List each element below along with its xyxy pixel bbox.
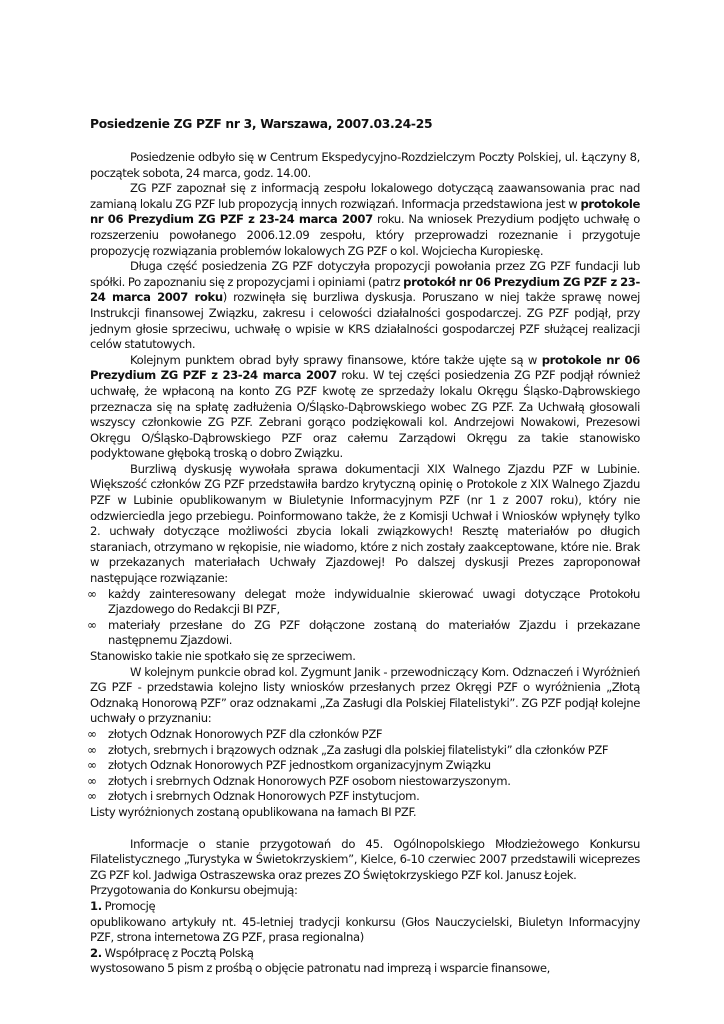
- paragraph-foundation: Długa część posiedzenia ZG PZF dotyczyła propozycji powołania przez ZG PZF fundacji lub spółki. Po zapoznaniu się z propozycjami i opiniami (patrz protokół nr 06 Prezydium ZG PZF z 23-24 marca 2007 roku) rozwinęła się burzliwa dyskusja. Poruszano w niej także sprawę nowej Instrukcji finansowej Związku, zakresu i celowości działalności gospodarczej. ZG PZF podjął, przy jednym głosie sprzeciwu, uchwałę o wpisie w KRS działalności gospodarczej PZF służącej realizacji celów statutowych.: [90, 259, 640, 352]
- list-item: ∞ złotych, srebrnych i brązowych odznak „Za zasługi dla polskiej filatelistyki” dla członków PZF: [87, 742, 609, 757]
- paragraph-lists-publication: Listy wyróżnionych zostaną opublikowana na łamach BI PZF.: [90, 804, 417, 819]
- awards-list: [87, 726, 640, 805]
- document-page: [87, 116, 641, 977]
- section-text-promotion: opublikowano artykuły nt. 45-letniej tradycji konkursu (Głos Nauczycielski, Biuletyn Informacyjny PZF, strona internetowa ZG PZF, prasa regionalna): [90, 914, 640, 945]
- list-item: ∞ materiały przesłane do ZG PZF dołączone zostaną do materiałów Zjazdu i przekazane następnemu Zjazdowi.: [87, 617, 640, 648]
- paragraph-no-objection: Stanowisko takie nie spotkało się ze sprzeciwem.: [90, 649, 356, 663]
- section-text-post-cooperation: wystosowano 5 pism z prośbą o objęcie patronatu nad imprezą i wsparcie finansowe,: [90, 961, 550, 976]
- list-item: ∞ każdy zainteresowany delegat może indywidualnie skierować uwagi dotyczące Protokołu Zjazdowego do Redakcji BI PZF,: [87, 586, 640, 617]
- paragraph-contest-info: Informacje o stanie przygotowań do 45. Ogólnopolskiego Młodzieżowego Konkursu Filatelistycznego „Turystyka w Świetokrzyskiem”, Kielce, 6-10 czerwiec 2007 przedstawili wiceprezes ZG PZF kol. Jadwiga Ostraszewska oraz prezes ZO Świętokrzyskiego PZF kol. Janusz Łojek.: [90, 836, 640, 882]
- section-heading-post-cooperation: 2. Współpracę z Pocztą Polską: [90, 945, 254, 960]
- document-title: Posiedzenie ZG PZF nr 3, Warszawa, 2007.03.24-25: [90, 117, 433, 131]
- paragraph-finances: Kolejnym punktem obrad były sprawy finansowe, które także ujęte są w protokole nr 06 Prezydium ZG PZF z 23-24 marca 2007 roku. W tej części posiedzenia ZG PZF podjął również uchwałę, że wpłaconą na konto ZG PZF kwotę ze sprzedaży lokalu Okręgu Śląsko-Dąbrowskiego przeznacza się na spłatę zadłużenia O/Śląsko-Dąbrowskiego wobec ZG PZF. Za Uchwałą głosowali wszyscy członkowie ZG PZF. Zebrani gorąco podziękowali kol. Andrzejowi Nowakowi, Prezesowi Okręgu O/Śląsko-Dąbrowskiego PZF oraz całemu Zarządowi Okręgu za takie stanowisko podyktowane głęboką troską o dobro Związku.: [90, 352, 640, 461]
- infinity-bullet-icon: ∞: [87, 617, 97, 632]
- list-item: ∞ złotych i srebrnych Odznak Honorowych PZF osobom niestowarzyszonym.: [87, 773, 511, 788]
- proposal-list: [87, 586, 640, 649]
- list-item: ∞ złotych i srebrnych Odznak Honorowych PZF instytucjom.: [87, 789, 420, 804]
- section-heading-promotion: 1. Promocję: [90, 898, 156, 913]
- protocol-reference: protokole nr 06 Prezydium ZG PZF z 23-24 marca 2007: [90, 352, 640, 383]
- paragraph-meeting-location: Posiedzenie odbyło się w Centrum Ekspedycyjno-Rozdzielczym Poczty Polskiej, ul. Łączyny 8, początek sobota, 24 marca, godz. 14.00.: [90, 150, 640, 180]
- infinity-bullet-icon: ∞: [87, 726, 97, 741]
- infinity-bullet-icon: ∞: [87, 758, 97, 773]
- paragraph-premises: ZG PZF zapoznał się z informacją zespołu lokalowego dotyczącą zaawansowania prac nad zamianą lokalu ZG PZF lub propozycją innych rozwiązań. Informacja przedstawiona jest w protokole nr 06 Prezydium ZG PZF z 23-24 marca 2007 roku. Na wniosek Prezydium podjęto uchwałę o rozszerzeniu powołanego 2006.12.09 zespołu, który przeprowadzi rozeznanie i przygotuje propozycję rozwiązania problemów lokalowych ZG PZF o kol. Wojciecha Kuropieskę.: [90, 181, 641, 258]
- paragraph-gap: [90, 821, 640, 837]
- infinity-bullet-icon: ∞: [87, 586, 97, 601]
- list-item: ∞ złotych Odznak Honorowych PZF dla członków PZF: [87, 726, 383, 741]
- paragraph-congress-documentation: Burzliwą dyskusję wywołała sprawa dokumentacji XIX Walnego Zjazdu PZF w Lubinie. Większość członków ZG PZF przedstawiła bardzo krytyczną opinię o Protokole z XIX Walnego Zjazdu PZF w Lubinie opublikowanym w Biuletynie Informacyjnym PZF (nr 1 z 2007 roku), który nie odzwierciedla jego przebiegu. Poinformowano także, że z Komisji Uchwał i Wniosków wpłynęły tylko 2. uchwały dotyczące możliwości zbycia lokali związkowych! Resztę materiałów po długich staraniach, otrzymano w rękopisie, nie wiadomo, które z nich zostały zaakceptowane, które nie. Brak w przekazanych materiałach Uchwały Zjazdowej! Po dalszej dyskusji Prezes zaproponował następujące rozwiązanie:: [90, 461, 640, 586]
- protocol-reference: protokole nr 06 Prezydium ZG PZF z 23-24 marca 2007: [90, 196, 640, 227]
- list-item: ∞ złotych Odznak Honorowych PZF jednostkom organizacyjnym Związku: [87, 758, 491, 773]
- paragraph-awards: W kolejnym punkcie obrad kol. Zygmunt Janik - przewodniczący Kom. Odznaczeń i Wyróżnień ZG PZF - przedstawia kolejno listy wniosków przesłanych przez Okręgi PZF o wyróżnienia „Złotą Odznaką Honorową PZF” oraz odznakami „Za Zasługi dla Polskiej Filatelistyki”. ZG PZF podjął kolejne uchwały o przyznaniu:: [90, 664, 640, 726]
- infinity-bullet-icon: ∞: [87, 789, 97, 804]
- protocol-reference: protokół nr 06 Prezydium ZG PZF z 23-24 marca 2007 roku: [90, 274, 640, 305]
- infinity-bullet-icon: ∞: [87, 773, 97, 788]
- paragraph-preparations: Przygotowania do Konkursu obejmują:: [90, 883, 298, 898]
- infinity-bullet-icon: ∞: [87, 742, 97, 757]
